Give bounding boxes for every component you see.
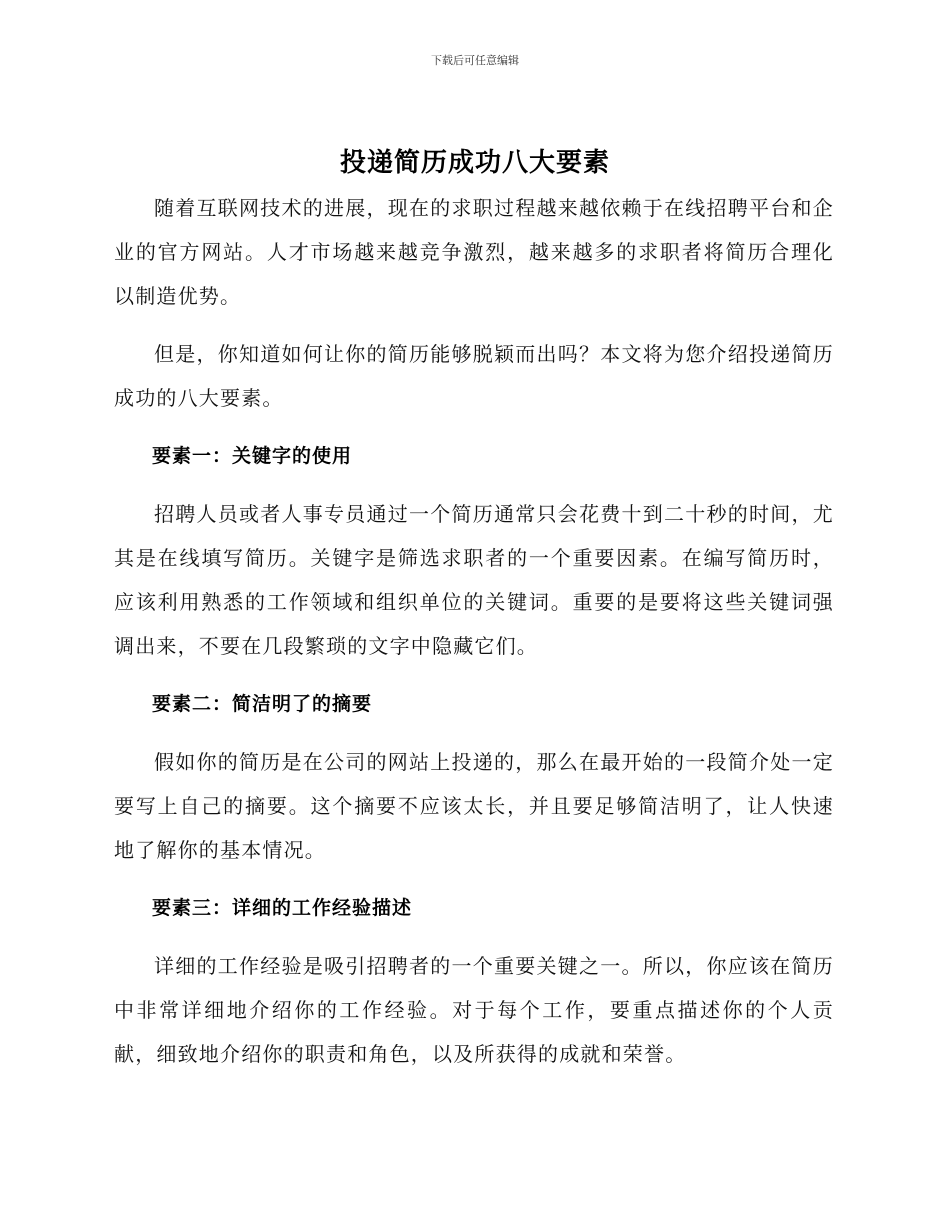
document-body <box>114 186 834 1090</box>
section-heading-2: 要素二：简洁明了的摘要 <box>152 693 373 715</box>
section-heading-1: 要素一：关键字的使用 <box>152 445 353 467</box>
document-title: 投递简历成功八大要素 <box>339 148 610 178</box>
section-body-2: 假如你的简历是在公司的网站上投递的，那么在最开始的一段简介处一定要写上自己的摘要。这个摘要不应该太长，并且要足够简洁明了，让人快速地了解你的基本情况。 <box>114 750 834 862</box>
intro-paragraph-1: 随着互联网技术的进展，现在的求职过程越来越依赖于在线招聘平台和企业的官方网站。人才市场越来越竞争激烈，越来越多的求职者将简历合理化以制造优势。 <box>114 196 834 308</box>
intro-paragraph-2: 但是，你知道如何让你的简历能够脱颖而出吗？本文将为您介绍投递简历成功的八大要素。 <box>114 342 834 410</box>
section-body-1: 招聘人员或者人事专员通过一个简历通常只会花费十到二十秒的时间，尤其是在线填写简历。关键字是筛选求职者的一个重要因素。在编写简历时，应该利用熟悉的工作领域和组织单位的关键词。重要的是要将这些关键词强调出来，不要在几段繁琐的文字中隐藏它们。 <box>114 502 834 658</box>
header-note: 下载后可任意编辑 <box>431 54 519 67</box>
section-body-3: 详细的工作经验是吸引招聘者的一个重要关键之一。所以，你应该在简历中非常详细地介绍你的工作经验。对于每个工作，要重点描述你的个人贡献，细致地介绍你的职责和角色，以及所获得的成就和荣誉。 <box>114 954 834 1066</box>
section-heading-3: 要素三：详细的工作经验描述 <box>152 897 413 919</box>
